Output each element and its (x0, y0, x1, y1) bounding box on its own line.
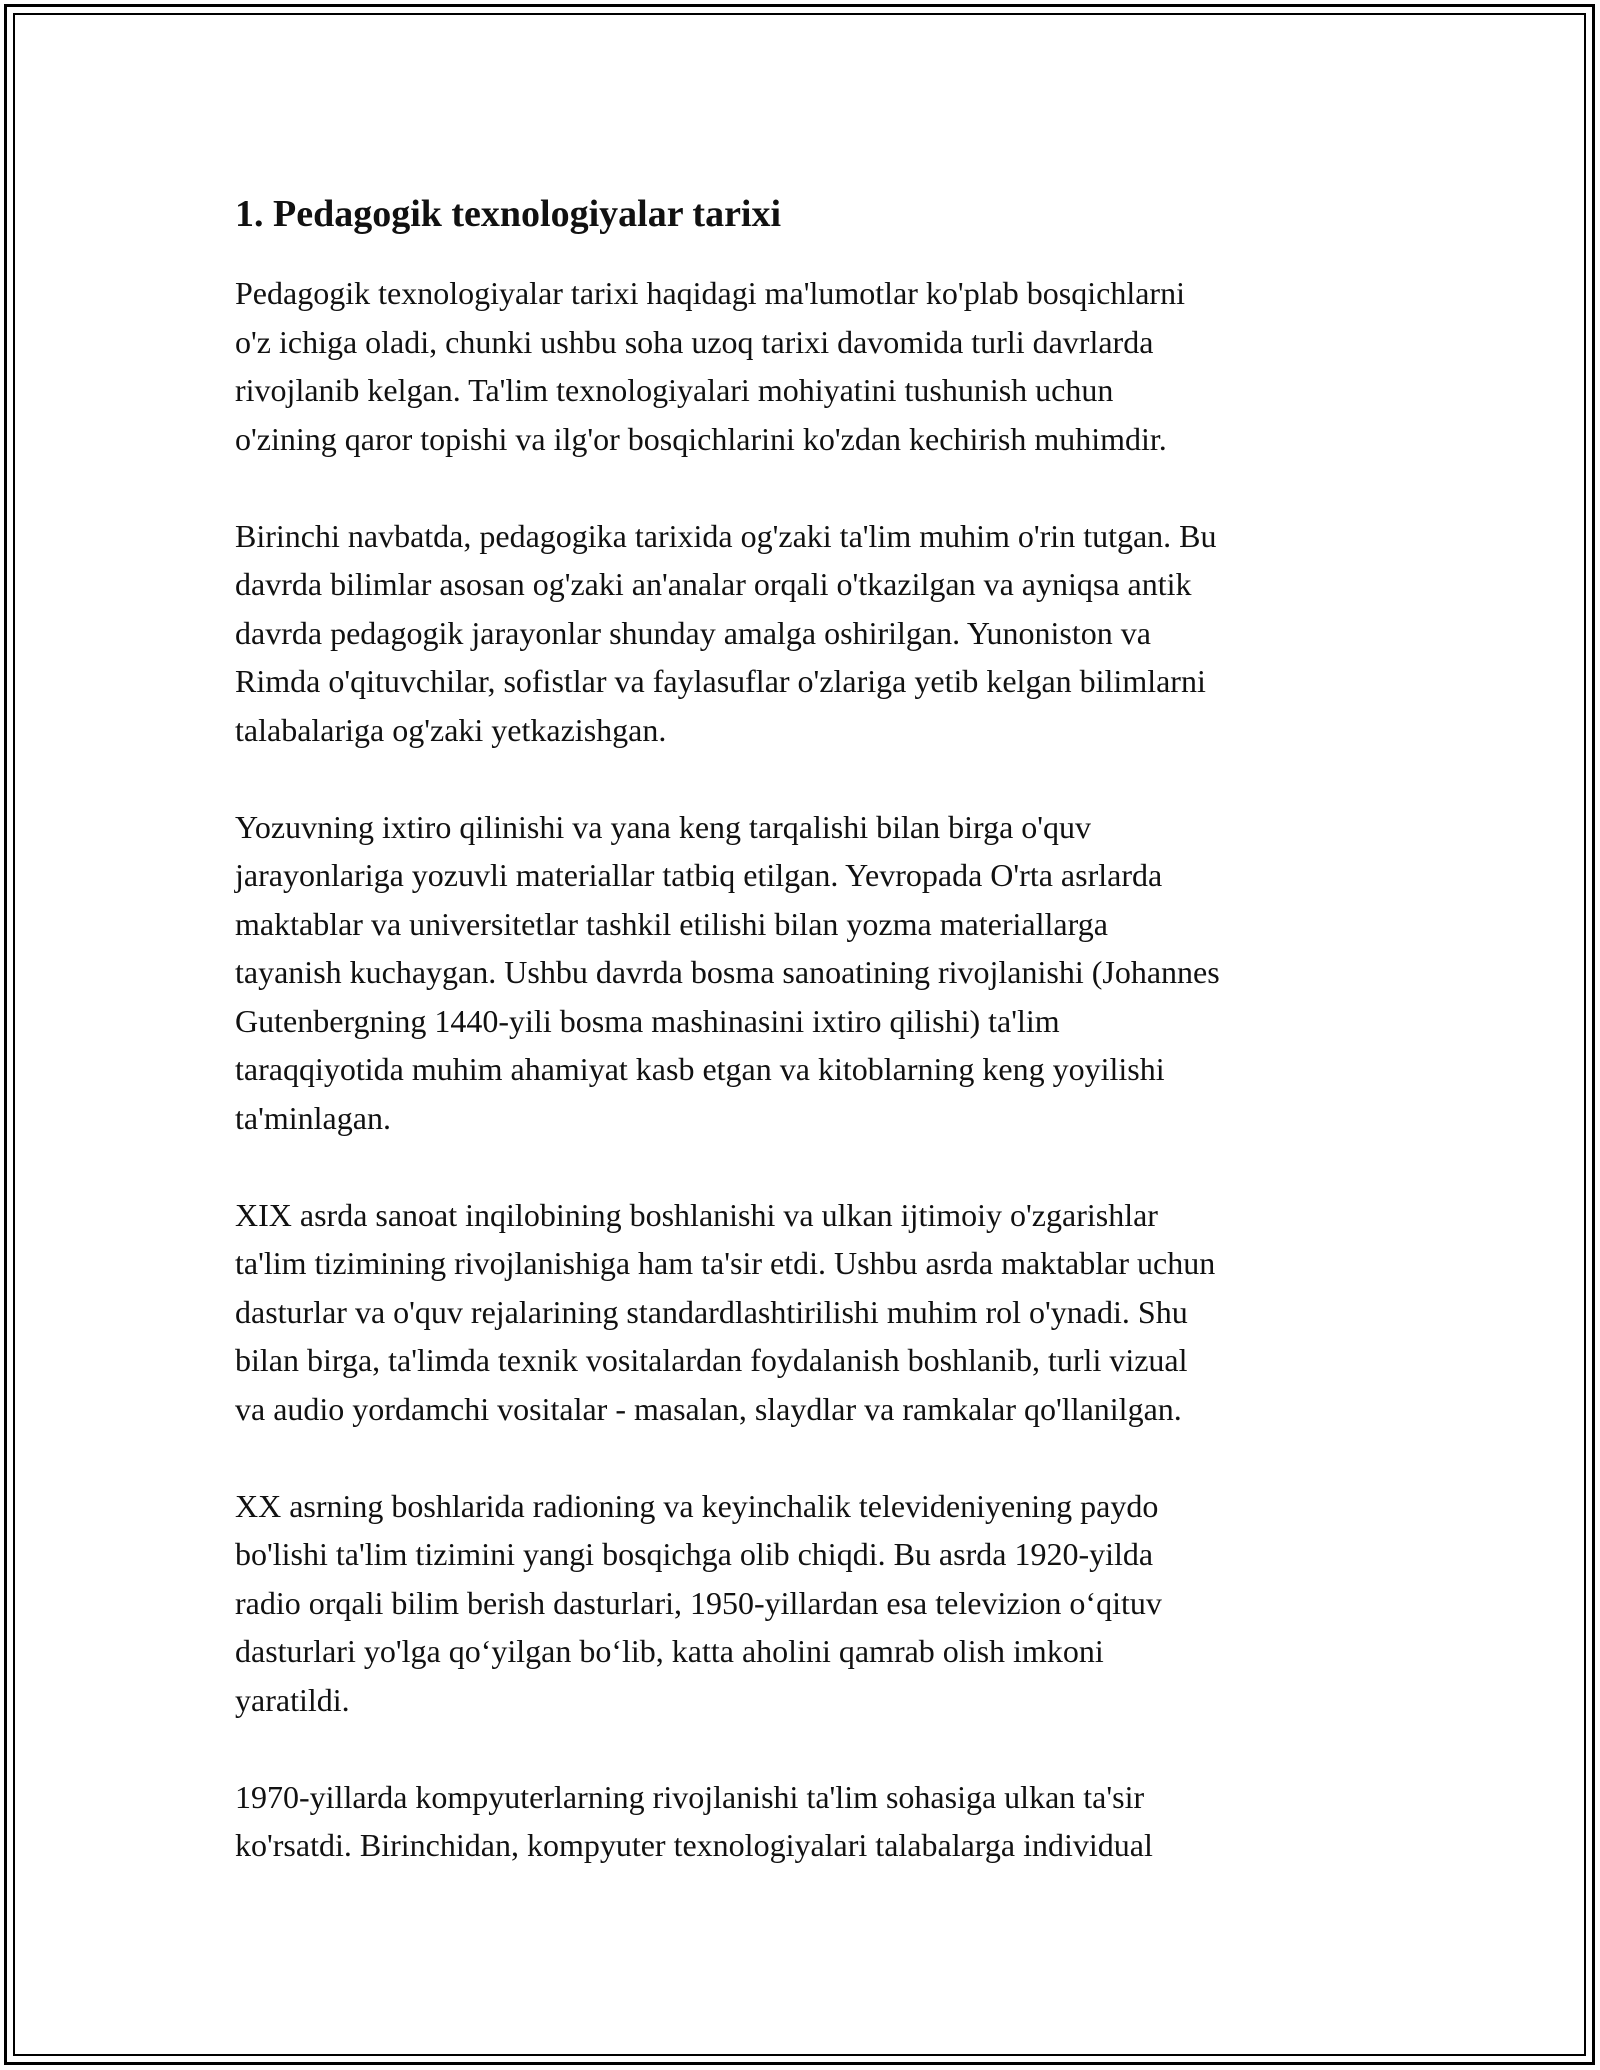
paragraph-line: talabalariga og'zaki yetkazishgan. (235, 711, 667, 748)
paragraph (235, 512, 1370, 755)
paragraph (235, 1191, 1370, 1434)
paragraph (235, 1482, 1370, 1725)
paragraph-line: bilan birga, ta'limda texnik vositalardan foydalanish boshlanib, turli vizual (235, 1342, 1188, 1378)
paragraph-line: Birinchi navbatda, pedagogika tarixida og'zaki ta'lim muhim o'rin tutgan. Bu (235, 517, 1217, 554)
paragraph-line: o'zining qaror topishi va ilg'or bosqichlarini ko'zdan kechirish muhimdir. (235, 420, 1167, 457)
paragraph-line: XX asrning boshlarida radioning va keyinchalik televideniyening paydo (235, 1487, 1159, 1524)
paragraph-line: dasturlar va o'quv rejalarining standardlashtirilishi muhim rol o'ynadi. Shu (235, 1293, 1188, 1330)
paragraph-line: davrda bilimlar asosan og'zaki an'analar orqali o'tkazilgan va ayniqsa antik (235, 566, 1192, 602)
paragraph-line: rivojlanib kelgan. Ta'lim texnologiyalari mohiyatini tushunish uchun (235, 372, 1114, 408)
paragraph-line: davrda pedagogik jarayonlar shunday amalga oshirilgan. Yunoniston va (235, 614, 1151, 651)
paragraph-line: Rimda o'qituvchilar, sofistlar va faylasuflar o'zlariga yetib kelgan bilimlarni (235, 663, 1206, 699)
paragraph-line: ko'rsatdi. Birinchidan, kompyuter texnologiyalari talabalarga individual (235, 1827, 1153, 1863)
paragraph-line: Pedagogik texnologiyalar tarixi haqidagi ma'lumotlar ko'plab bosqichlarni (235, 275, 1185, 311)
paragraph (235, 269, 1370, 463)
section-title: 1. Pedagogik texnologiyalar tarixi (235, 193, 782, 235)
paragraph-line: taraqqiyotida muhim ahamiyat kasb etgan va kitoblarning keng yoyilishi (235, 1051, 1165, 1087)
paragraph-line: 1970-yillarda kompyuterlarning rivojlanishi ta'lim sohasiga ulkan ta'sir (235, 1778, 1145, 1815)
paragraph-line: o'z ichiga oladi, chunki ushbu soha uzoq tarixi davomida turli davrlarda (235, 323, 1154, 360)
paragraph-line: va audio yordamchi vositalar - masalan, slaydlar va ramkalar qo'llanilgan. (235, 1390, 1182, 1427)
paragraph-line: radio orqali bilim berish dasturlari, 1950-yillardan esa televizion o‘qituv (235, 1584, 1162, 1621)
paragraph-line: tayanish kuchaygan. Ushbu davrda bosma sanoatining rivojlanishi (Johannes (235, 954, 1220, 990)
paragraph-line: ta'minlagan. (235, 1099, 391, 1136)
paragraph-line: jarayonlariga yozuvli materiallar tatbiq etilgan. Yevropada O'rta asrlarda (235, 857, 1163, 893)
paragraph-list (235, 269, 1370, 1870)
paragraph-line: XIX asrda sanoat inqilobining boshlanishi va ulkan ijtimoiy o'zgarishlar (235, 1196, 1158, 1233)
paragraph-line: Gutenbergning 1440-yili bosma mashinasini ixtiro qilishi) ta'lim (235, 1002, 1060, 1039)
paragraph-line: yaratildi. (235, 1681, 350, 1718)
paragraph-line: dasturlari yo'lga qo‘yilgan bo‘lib, katta aholini qamrab olish imkoni (235, 1633, 1104, 1669)
paragraph-line: Yozuvning ixtiro qilinishi va yana keng tarqalishi bilan birga o'quv (235, 808, 1092, 845)
document-body (235, 186, 1370, 1918)
paragraph (235, 803, 1370, 1143)
paragraph (235, 1773, 1370, 1870)
paragraph-line: maktablar va universitetlar tashkil etilishi bilan yozma materiallarga (235, 905, 1108, 942)
paragraph-line: bo'lishi ta'lim tizimini yangi bosqichga olib chiqdi. Bu asrda 1920-yilda (235, 1536, 1154, 1572)
paragraph-line: ta'lim tizimining rivojlanishiga ham ta'sir etdi. Ushbu asrda maktablar uchun (235, 1245, 1216, 1281)
